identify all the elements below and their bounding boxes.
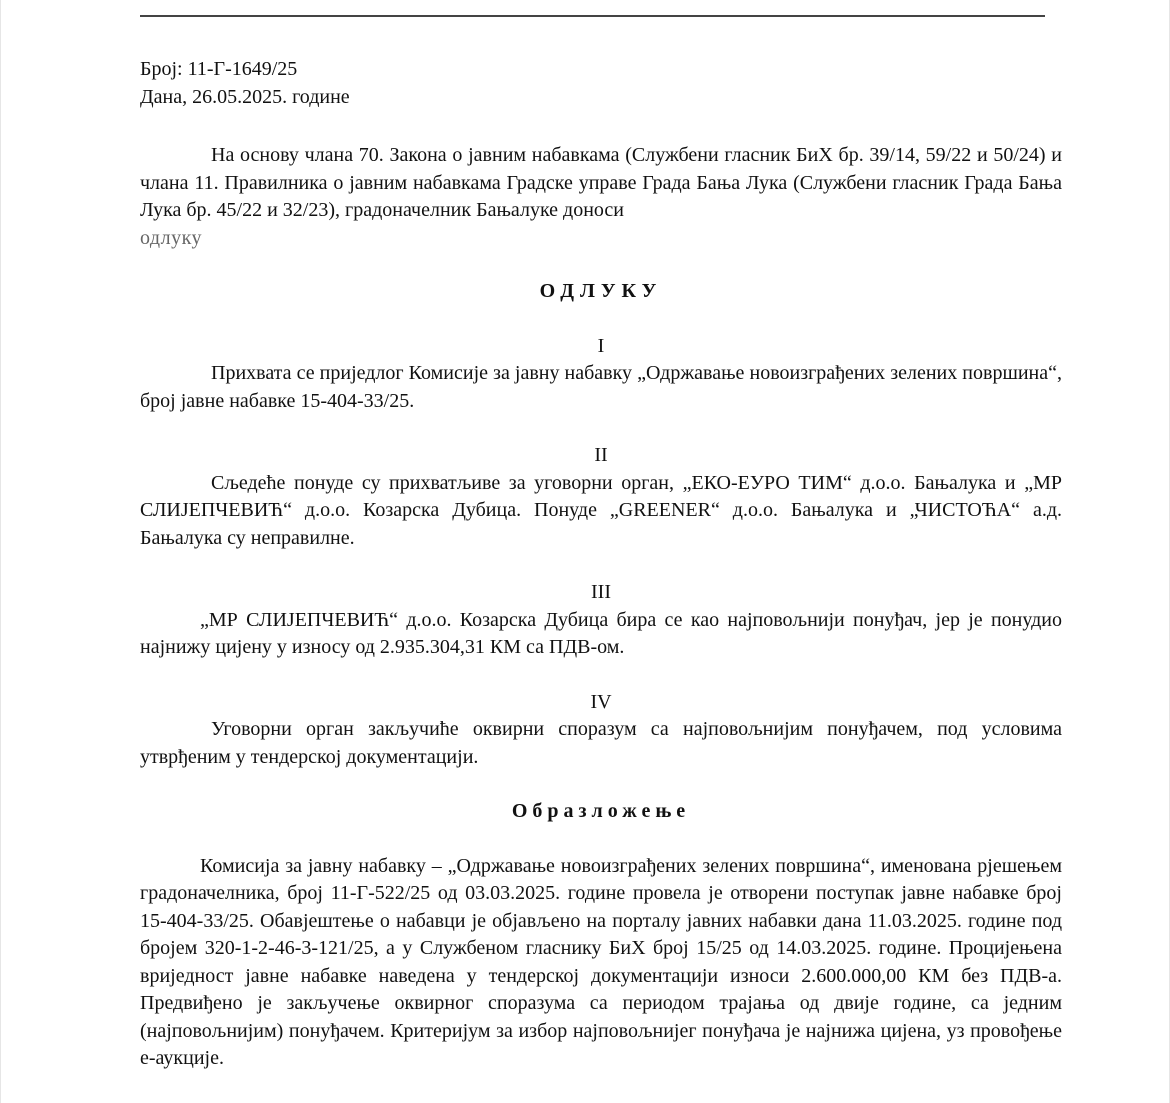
document-body <box>140 56 1062 1073</box>
document-number: Број: 11-Г-1649/25 <box>140 58 298 80</box>
section-numeral-2: II <box>594 444 608 466</box>
reasoning-title: Образложење <box>511 800 691 822</box>
section-text-4: Уговорни орган закључиће оквирни споразум са најповољнијим понуђачем, под условима утврђеним у тендерској документацији. <box>140 718 1062 768</box>
section-numeral-1: I <box>597 334 605 357</box>
decision-title: ОДЛУКУ <box>539 280 663 302</box>
preamble-text: На основу члана 70. Закона о јавним набавкама (Службени гласник БиХ бр. 39/14, 59/22 и 50/24) и члана 11. Правилника о јавним набавкама Градске управе Града Бања Лука (Службени гласник Града Бања Лука бр. 45/22 и 32/23), градоначелник Бањалуке доноси <box>140 144 1062 221</box>
section-text-3: „МР СЛИЈЕПЧЕВИЋ“ д.о.о. Козарска Дубица бира се као најповољнији понуђач, јер је понудио најнижу цијену у износу од 2.935.304,31 КМ са ПДВ-ом. <box>140 608 1062 658</box>
preamble-paragraph <box>140 142 1062 252</box>
document-date: Дана, 26.05.2025. године <box>140 85 350 108</box>
reasoning-text: Комисија за јавну набавку – „Одржавање новоизграђених зелених површина“, именована рјешењем градоначелника, број 11-Г-522/25 од 03.03.2025. године провела је отворени поступак јавне набавке број 15-404-33/25. Обавјештење о набавци је објављено на порталу јавних набавки дана 11.03.2025. године под бројем 320-1-2-46-3-121/25, а у Службеном гласнику БиХ број 15/25 од 14.03.2025. године. Процијењена вриједност јавне набавке наведена у тендерској документацији износи 2.600.000,00 КМ без ПДВ-а. Предвиђено је закључење оквирног споразума са периодом трајања од двије године, са једним (најповољнијим) понуђачем. Критеријум за избор најповољнијег понуђача је најнижа цијена, уз провођење е-аукције. <box>140 854 1062 1069</box>
section-text-2: Сљедеће понуде су прихватљиве за уговорни орган, „ЕКО-ЕУРО ТИМ“ д.о.о. Бањалука и „МР СЛИЈЕПЧЕВИЋ“ д.о.о. Козарска Дубица. Понуде „GREENER“ д.о.о. Бањалука и „ЧИСТОЋА“ а.д. Бањалука су неправилне. <box>140 471 1062 549</box>
section-numeral-3: III <box>591 581 611 603</box>
preamble-tail: одлуку <box>140 226 203 249</box>
header-rule <box>140 15 1045 17</box>
section-text-1: Прихвата се приједлог Комисије за јавну набавку „Одржавање новоизграђених зелених површина“, број јавне набавке 15-404-33/25. <box>140 362 1062 412</box>
section-numeral-4: IV <box>590 690 612 713</box>
